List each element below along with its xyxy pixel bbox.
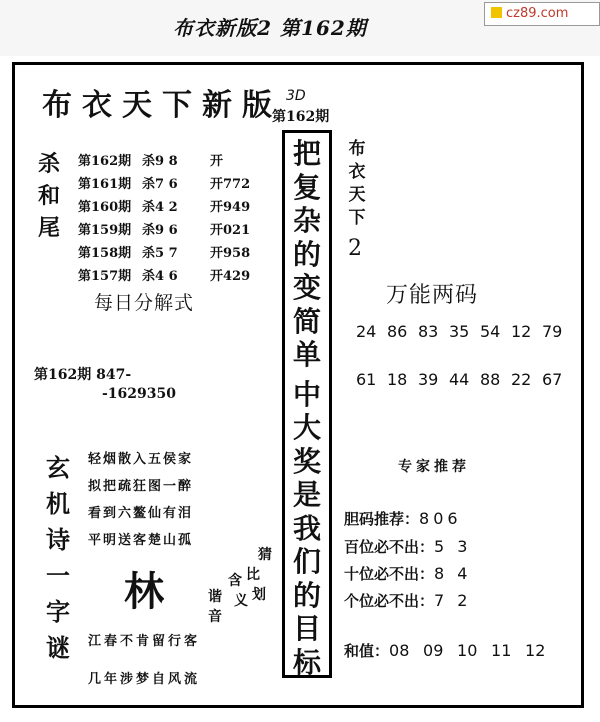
sum-value: 09: [423, 641, 444, 660]
slogan-char: 标: [292, 645, 321, 679]
poem-line: 轻烟散入五侯家: [88, 452, 194, 467]
kill-cell: 杀9 8: [142, 154, 178, 169]
verse-line-1: 江春不肯留行客: [88, 634, 201, 649]
number-cell: 12: [511, 322, 532, 341]
number-cell: 24: [356, 322, 377, 341]
open-cell: 开021: [210, 223, 251, 238]
slogan-char: 大: [292, 411, 321, 444]
number-cell: 61: [356, 370, 377, 389]
prediction-value: 8 4: [434, 564, 472, 583]
brand2-char: 布: [348, 139, 366, 159]
table-row: [78, 219, 250, 242]
number-cell: 18: [387, 370, 408, 389]
number-cell: 86: [387, 322, 408, 341]
note-char: 音: [208, 609, 222, 625]
sum-row: [344, 640, 559, 661]
label-3d: 3D: [286, 88, 306, 104]
issue-cell: 第160期: [78, 200, 132, 215]
prediction-label: 百位必不出：: [344, 538, 435, 556]
riddle-answer: 林: [124, 568, 164, 615]
prediction-label: 个位必不出：: [344, 592, 435, 610]
slogan-char: 复: [292, 170, 321, 204]
slogan-char: 中: [292, 377, 321, 411]
open-cell: 开772: [210, 177, 251, 192]
prediction-row: [344, 563, 471, 584]
table-row: [78, 173, 250, 196]
sum-label: 和值：: [344, 642, 390, 660]
brand2-char: 天: [348, 185, 366, 205]
prediction-row: [344, 536, 471, 557]
kill-cell: 杀9 6: [142, 223, 178, 238]
issue-cell: 第162期: [78, 154, 132, 169]
poem-line: 平明送客楚山孤: [88, 533, 194, 548]
number-cell: 35: [449, 322, 470, 341]
kill-cell: 杀4 6: [142, 269, 178, 284]
number-cell: 22: [511, 370, 532, 389]
two-code-row-2: [356, 370, 573, 389]
number-cell: 44: [449, 370, 470, 389]
note-char: 比: [246, 567, 260, 583]
brand2-number: 2: [348, 236, 362, 261]
page-title: 布衣新版2 第162期: [173, 16, 367, 40]
slogan-box: [282, 130, 332, 678]
prediction-row: [344, 508, 462, 529]
slogan-char: 的: [292, 237, 321, 271]
formula-line-1: 第162期 847-: [34, 367, 132, 383]
issue-cell: 第157期: [78, 269, 132, 284]
sum-value: 12: [525, 641, 546, 660]
site-dot-icon: [491, 7, 502, 18]
slogan-char: 变: [292, 271, 321, 304]
slogan-char: 把: [292, 137, 321, 170]
two-code-title: 万能两码: [386, 283, 479, 308]
prediction-label: 胆码推荐：: [344, 510, 420, 528]
note-char: 猜: [258, 547, 272, 563]
table-row: [78, 265, 250, 288]
note-char: 谐: [208, 589, 222, 605]
issue-cell: 第161期: [78, 177, 132, 192]
open-cell: 开949: [210, 200, 251, 215]
slogan-char: 我: [292, 511, 321, 545]
site-watermark[interactable]: [484, 2, 600, 26]
number-cell: 88: [480, 370, 501, 389]
note-char: 含: [228, 573, 242, 589]
open-cell: 开429: [210, 269, 251, 284]
number-cell: 83: [418, 322, 439, 341]
brand2-title: [342, 138, 372, 230]
prediction-value: 806: [419, 509, 462, 528]
prediction-value: 7 2: [434, 591, 472, 610]
number-cell: 54: [480, 322, 501, 341]
slogan-char: 单: [292, 338, 321, 371]
sum-value: 11: [491, 641, 512, 660]
kill-cell: 杀4 2: [142, 200, 178, 215]
daily-formula-title: 每日分解式: [94, 292, 195, 314]
number-cell: 79: [542, 322, 563, 341]
slogan-char: 的: [292, 578, 321, 612]
formula-line-2: -1629350: [102, 386, 176, 402]
slogan-char: 奖: [292, 444, 321, 478]
prediction-value: 5 3: [434, 537, 472, 556]
issue-cell: 第158期: [78, 246, 132, 261]
poem: [88, 448, 193, 556]
slogan-char: 简: [292, 304, 321, 338]
table-row: [78, 196, 250, 219]
kill-tail-title: 杀和尾: [38, 151, 61, 241]
table-row: [78, 242, 250, 265]
poem-title: 玄机诗一字谜: [46, 453, 70, 662]
sum-value: 10: [457, 641, 478, 660]
number-cell: 39: [418, 370, 439, 389]
poem-line: 看到六鳌仙有泪: [88, 506, 194, 521]
slogan-char: 目: [292, 612, 321, 645]
open-cell: 开: [210, 154, 224, 169]
number-cell: 67: [542, 370, 563, 389]
prediction-row: [344, 590, 471, 611]
open-cell: 开958: [210, 246, 251, 261]
slogan-char: 杂: [292, 204, 321, 237]
kill-cell: 杀7 6: [142, 177, 178, 192]
kill-tail-table: [78, 150, 250, 288]
site-name: cz89.com: [506, 6, 569, 21]
sum-values: [389, 641, 559, 660]
issue-cell: 第159期: [78, 223, 132, 238]
poem-line: 拟把疏狂图一醉: [88, 479, 194, 494]
note-char: 划: [252, 587, 266, 603]
note-char: 义: [234, 593, 248, 609]
prediction-label: 十位必不出：: [344, 565, 435, 583]
table-row: [78, 150, 250, 173]
expert-title: 专家推荐: [398, 459, 470, 475]
brand-title: 布衣天下新版: [42, 88, 282, 123]
slogan-char: 们: [292, 545, 321, 578]
brand2-char: 衣: [348, 162, 366, 182]
kill-cell: 杀5 7: [142, 246, 178, 261]
slogan-char: 是: [292, 478, 321, 511]
issue-number: 第162期: [272, 109, 330, 125]
verse-line-2: 几年涉梦自风流: [88, 672, 201, 687]
brand2-char: 下: [348, 208, 366, 228]
sum-value: 08: [389, 641, 410, 660]
two-code-row-1: [356, 322, 573, 341]
